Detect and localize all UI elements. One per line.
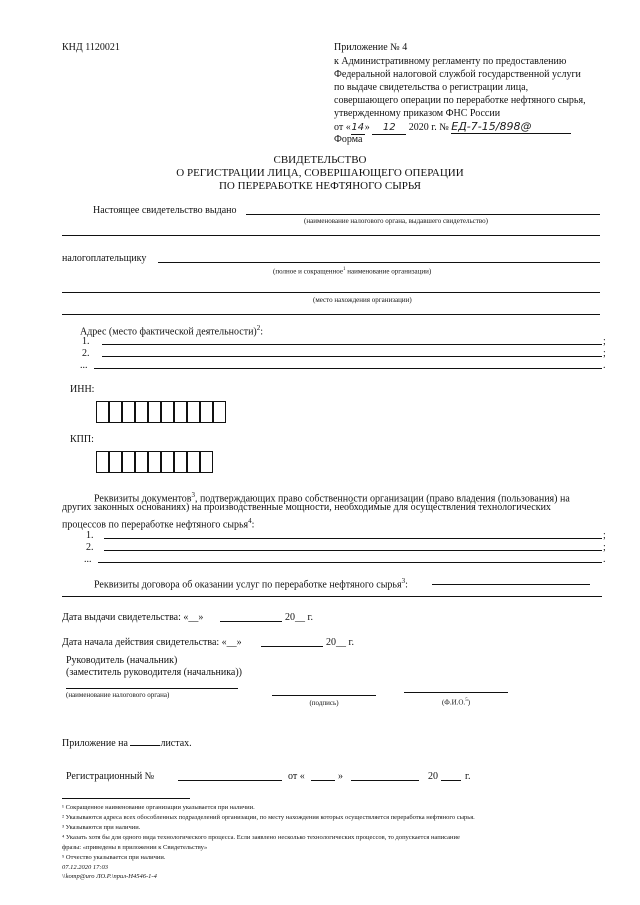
kpp-digit-box[interactable] (174, 451, 187, 473)
kpp-digit-box[interactable] (109, 451, 122, 473)
address-item-more-end: . (603, 360, 606, 371)
registration-year-field[interactable] (441, 780, 461, 781)
footnote-3: ³ Указываются при наличии. (62, 824, 141, 831)
issued-by-hint: (наименование налогового органа, выдавшего свидетельство) (304, 217, 488, 225)
document-subtitle: ПО ПЕРЕРАБОТКЕ НЕФТЯНОГО СЫРЬЯ (218, 180, 421, 192)
document-subtitle: О РЕГИСТРАЦИИ ЛИЦА, СОВЕРШАЮЩЕГО ОПЕРАЦИИ (176, 167, 464, 179)
documents-item-more-field[interactable] (98, 562, 602, 563)
registration-year-suffix: г. (465, 771, 471, 782)
inn-digit-box[interactable] (200, 401, 213, 423)
order-day: 14 (351, 122, 365, 133)
inn-digit-box[interactable] (135, 401, 148, 423)
registration-label: Регистрационный № (66, 771, 155, 782)
kpp-digit-box[interactable] (135, 451, 148, 473)
order-prefix: от « (334, 122, 351, 133)
footnote-2: ² Указываются адреса всех обособленных подразделений организации, по месту нахождения которых осуществляется переработка нефтяного сырья. (62, 814, 475, 821)
registration-day-field[interactable] (311, 780, 335, 781)
appendix-title: Приложение № 4 (334, 42, 408, 53)
inn-digit-box[interactable] (161, 401, 174, 423)
appendix-line: Федеральной налоговой службой государственной услуги (334, 69, 581, 80)
registration-month-field[interactable] (351, 780, 419, 781)
issued-by-label: Настоящее свидетельство выдано (93, 205, 237, 216)
footnote-divider (62, 798, 190, 799)
address-item-number: 2. (82, 348, 90, 359)
documents-item-1-field[interactable] (104, 538, 602, 539)
order-number: ЕД-7-15/898@ (451, 121, 571, 134)
kpp-digit-box[interactable] (148, 451, 161, 473)
fio-hint: (Ф.И.О.$^5$) (441, 698, 471, 707)
org-name-field[interactable] (66, 688, 238, 689)
inn-digit-box[interactable] (148, 401, 161, 423)
issued-by-field-line2[interactable] (62, 235, 600, 236)
contract-label: Реквизиты договора об оказании услуг по переработке нефтяного сырья$^3$: (94, 577, 408, 591)
issue-date-month-field[interactable] (220, 621, 282, 622)
order-quote: » (364, 122, 370, 133)
documents-item-more-end: . (603, 554, 606, 565)
start-date-month-field[interactable] (261, 646, 323, 647)
documents-paragraph-line: процессов по переработке нефтяного сырья$^4$: (62, 517, 255, 531)
location-hint: (место нахождения организации) (313, 296, 412, 304)
inn-digit-box[interactable] (174, 401, 187, 423)
start-date-year: 20__ г. (326, 637, 354, 648)
taxpayer-label: налогоплательщику (62, 253, 147, 264)
footnote-4: ⁴ Указать хотя бы для одного вида технологического процесса. Если заявлено несколько технологических процессов, то допускается написание (62, 834, 460, 841)
order-year: 2020 г. № (408, 122, 449, 133)
inn-label: ИНН: (70, 384, 95, 395)
address-item-number: 1. (82, 336, 90, 347)
print-stamp-date: 07.12.2020 17:03 (62, 864, 109, 871)
head-title-deputy: (заместитель руководителя (начальника)) (66, 667, 243, 678)
footnote-5: ⁵ Отчество указывается при наличии. (62, 854, 166, 861)
documents-item-2-field[interactable] (104, 550, 602, 551)
inn-digit-box[interactable] (213, 401, 226, 423)
form-label: Форма (334, 134, 363, 145)
inn-digit-box[interactable] (187, 401, 200, 423)
address-item-2-end: ; (603, 348, 606, 359)
registration-quote: » (338, 771, 343, 782)
address-label: Адрес (место фактической деятельности)$^2$: (80, 324, 264, 338)
registration-from: от « (288, 771, 305, 782)
address-item-1-end: ; (603, 336, 606, 347)
documents-item-2-end: ; (603, 542, 606, 553)
attachment-count-field[interactable] (130, 745, 160, 746)
kpp-digit-box[interactable] (187, 451, 200, 473)
taxpayer-hint: (полное и сокращенное$^1$ наименование организации) (273, 267, 432, 276)
document-title: СВИДЕТЕЛЬСТВО (273, 154, 367, 166)
contract-field[interactable] (432, 584, 590, 585)
org-name-hint: (наименование налогового органа) (66, 691, 170, 699)
signature-hint: (подпись) (309, 699, 339, 707)
documents-paragraph-line: других законных основаниях) на производственные мощности, необходимые для осуществления технологических (62, 502, 551, 513)
appendix-line: по выдаче свидетельства о регистрации лица, (334, 82, 529, 93)
issued-by-field[interactable] (246, 214, 600, 215)
signature-field[interactable] (272, 695, 376, 696)
documents-item-number: 2. (86, 542, 94, 553)
kpp-digit-box[interactable] (122, 451, 135, 473)
inn-digit-box[interactable] (109, 401, 122, 423)
appendix-line: утвержденному приказом ФНС России (334, 108, 501, 119)
registration-number-field[interactable] (178, 780, 282, 781)
inn-digit-box[interactable] (96, 401, 109, 423)
kpp-digit-box[interactable] (200, 451, 213, 473)
documents-item-more: ... (84, 554, 92, 565)
address-item-more-field[interactable] (94, 368, 602, 369)
footnote-1: ¹ Сокращенное наименование организации указывается при наличии. (62, 804, 255, 811)
order-date-row (334, 121, 571, 135)
head-title: Руководитель (начальник) (66, 655, 178, 666)
address-item-1-field[interactable] (102, 344, 602, 345)
location-field-line2[interactable] (62, 314, 600, 315)
appendix-line: к Административному регламенту по предоставлению (334, 56, 567, 67)
appendix-line: совершающего операции по переработке нефтяного сырья, (334, 95, 586, 106)
kpp-digit-box[interactable] (96, 451, 109, 473)
start-date-label: Дата начала действия свидетельства: «__» (62, 637, 242, 648)
order-month: 12 (372, 122, 406, 135)
attachment-label: Приложение на листах. (62, 738, 192, 749)
taxpayer-field[interactable] (158, 262, 600, 263)
registration-year-prefix: 20 (428, 771, 438, 782)
footnote-4-cont: фразы: «приведены в приложении к Свидетельству» (62, 844, 208, 851)
documents-paragraph-line: Реквизиты документов$^3$, подтверждающих право собственности организации (право владения (пользования) на (94, 491, 570, 505)
inn-digit-box[interactable] (122, 401, 135, 423)
form-code: КНД 1120021 (62, 42, 120, 53)
location-field[interactable] (62, 292, 600, 293)
contract-field-line2[interactable] (62, 596, 602, 597)
kpp-label: КПП: (70, 434, 94, 445)
fio-field[interactable] (404, 692, 508, 693)
address-item-2-field[interactable] (102, 356, 602, 357)
kpp-digit-box[interactable] (161, 451, 174, 473)
address-item-more: ... (80, 360, 88, 371)
issue-date-label: Дата выдачи свидетельства: «__» (62, 612, 204, 623)
issue-date-year: 20__ г. (285, 612, 313, 623)
print-stamp-file: \\komp@uro ЛО.Р.\прил-Н4546-1-4 (62, 873, 157, 880)
documents-item-number: 1. (86, 530, 94, 541)
documents-item-1-end: ; (603, 530, 606, 541)
